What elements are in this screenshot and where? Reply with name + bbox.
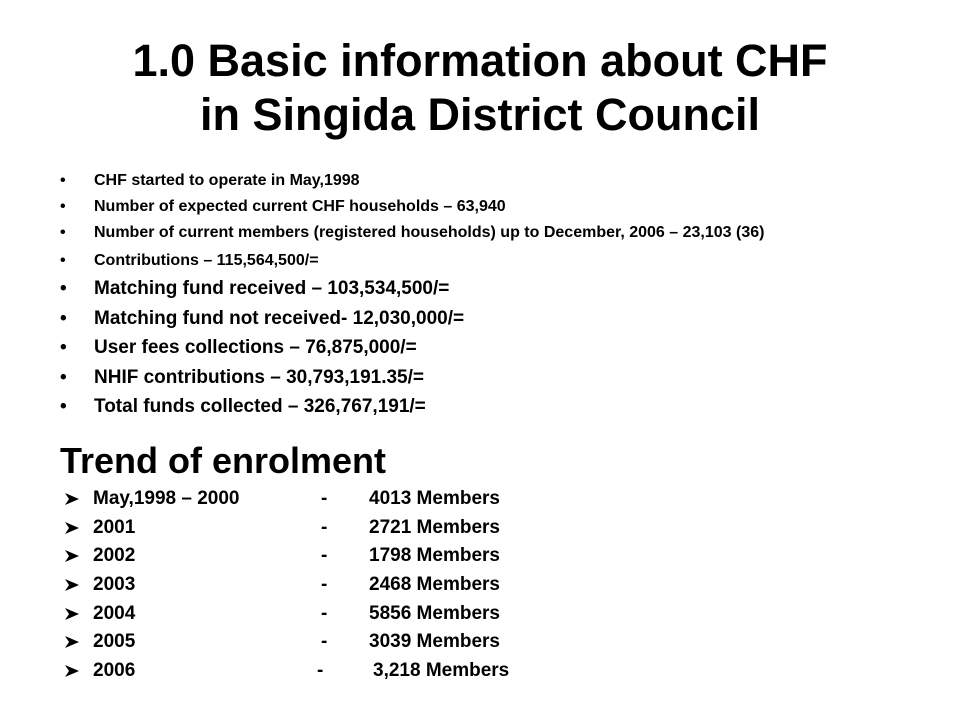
trend-dash: - <box>321 574 328 596</box>
trend-members: 2468 Members <box>369 574 500 596</box>
trend-dash: - <box>321 545 328 567</box>
bullet-dot-icon: • <box>60 307 67 329</box>
trend-members: 2721 Members <box>369 516 500 538</box>
trend-members: 5856 Members <box>369 602 500 624</box>
title-line-2: in Singida District Council <box>199 89 761 140</box>
trend-members: 1798 Members <box>369 545 500 567</box>
arrow-bullet-icon <box>64 663 80 679</box>
arrow-bullet-icon <box>64 606 80 622</box>
info-item: • Total funds collected – 326,767,191/= <box>60 396 426 417</box>
trend-heading: Trend of enrolment <box>60 440 387 481</box>
trend-dash: - <box>321 602 328 624</box>
trend-dash: - <box>321 488 328 509</box>
trend-members: 3,218 Members <box>373 660 510 682</box>
info-item: • CHF started to operate in May,1998 <box>60 172 360 189</box>
trend-period: 2005 <box>93 631 136 653</box>
arrow-bullet-icon <box>64 577 80 593</box>
info-item: • Contributions – 115,564,500/= <box>60 252 319 269</box>
bullet-dot-icon: • <box>60 198 66 215</box>
info-item: • Number of expected current CHF households – 63,940 <box>60 198 506 215</box>
trend-members: 3039 Members <box>369 631 500 653</box>
arrow-bullet-icon <box>64 491 80 507</box>
arrow-bullet-icon <box>64 634 80 650</box>
trend-period: 2004 <box>93 602 136 624</box>
trend-dash: - <box>321 516 328 538</box>
trend-period: 2003 <box>93 574 136 596</box>
bullet-dot-icon: • <box>60 172 66 189</box>
bullet-dot-icon: • <box>60 366 67 388</box>
arrow-bullet-icon <box>64 548 80 564</box>
page-title <box>40 34 920 142</box>
bullet-dot-icon: • <box>60 337 67 358</box>
bullet-dot-icon: • <box>60 224 66 241</box>
title-line-1: 1.0 Basic information about CHF <box>132 35 828 86</box>
trend-members: 4013 Members <box>369 488 500 509</box>
trend-period: 2001 <box>93 516 136 538</box>
trend-dash: - <box>317 660 324 682</box>
trend-period: May,1998 – 2000 <box>93 488 240 509</box>
info-item: • NHIF contributions – 30,793,191.35/= <box>60 366 424 388</box>
info-list <box>60 172 910 426</box>
bullet-dot-icon: • <box>60 278 67 299</box>
trend-dash: - <box>321 631 328 653</box>
info-item: • User fees collections – 76,875,000/= <box>60 337 417 358</box>
trend-period: 2002 <box>93 545 136 567</box>
bullet-dot-icon: • <box>60 252 66 269</box>
trend-period: 2006 <box>93 660 136 682</box>
arrow-bullet-icon <box>64 520 80 536</box>
info-item: • Matching fund not received- 12,030,000/= <box>60 307 465 329</box>
info-item: • Matching fund received – 103,534,500/= <box>60 278 450 299</box>
info-item: • Number of current members (registered households) up to December, 2006 – 23,103 (36) <box>60 224 765 241</box>
bullet-dot-icon: • <box>60 396 67 417</box>
